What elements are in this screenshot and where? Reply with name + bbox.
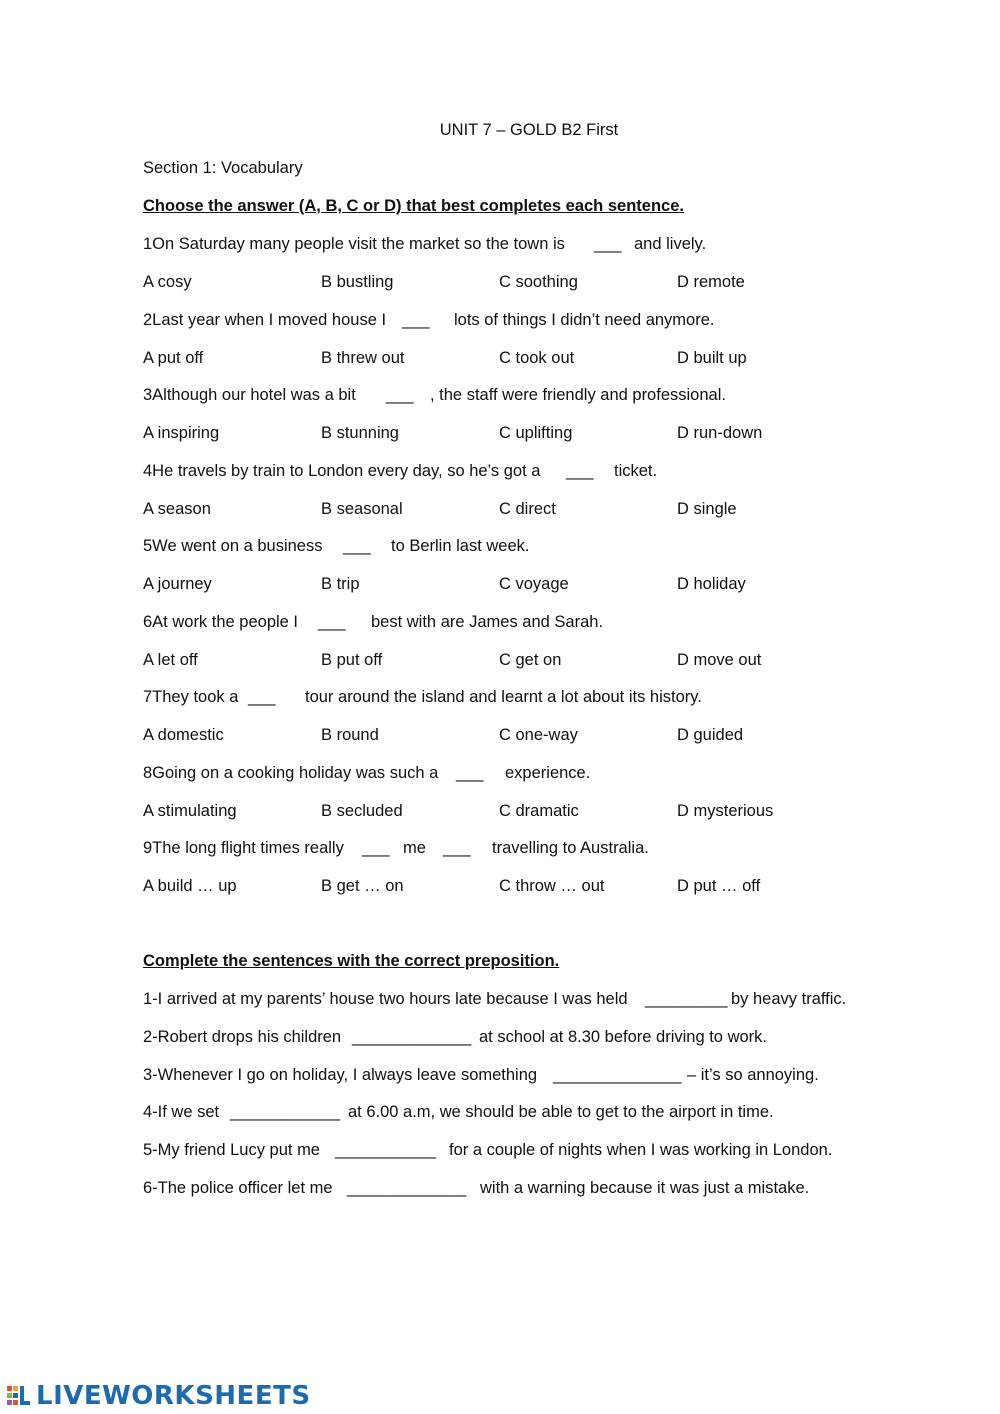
question-text: 1On Saturday many people visit the market so the town is xyxy=(143,235,565,253)
option-b: B get … on xyxy=(321,877,404,895)
question-text-end: to Berlin last week. xyxy=(391,537,530,555)
option-b: B round xyxy=(321,726,379,744)
question-text: 2Last year when I moved house I xyxy=(143,311,387,329)
brand-name: LIVEWORKSHEETS xyxy=(36,1381,311,1411)
answer-blank[interactable]: _____________ xyxy=(352,1028,472,1046)
option-d: D put … off xyxy=(677,877,761,895)
sentence-end: with a warning because it was just a mistake. xyxy=(480,1179,810,1197)
question-text: 6At work the people I xyxy=(143,613,299,631)
option-b: B stunning xyxy=(321,424,399,442)
option-c: C get on xyxy=(499,651,562,669)
sentence-start: 1-I arrived at my parents’ house two hours late because I was held xyxy=(143,990,628,1008)
question-text-end: lots of things I didn’t need anymore. xyxy=(454,311,715,329)
option-a: A journey xyxy=(143,575,212,593)
option-d: D mysterious xyxy=(677,802,774,820)
question-text: 8Going on a cooking holiday was such a xyxy=(143,764,439,782)
sentence-start: 2-Robert drops his children xyxy=(143,1028,342,1046)
option-c: C throw … out xyxy=(499,877,605,895)
sentence-start: 6-The police officer let me xyxy=(143,1179,333,1197)
answer-blank[interactable]: _________ xyxy=(645,990,728,1008)
option-b: B bustling xyxy=(321,273,394,291)
sentence-end: at school at 8.30 before driving to work. xyxy=(479,1028,767,1046)
option-b: B put off xyxy=(321,651,383,669)
question-text-end: tour around the island and learnt a lot about its history. xyxy=(305,688,702,706)
question-text-end: experience. xyxy=(505,764,591,782)
option-d: D guided xyxy=(677,726,744,744)
option-a: A domestic xyxy=(143,726,224,744)
question-text-mid: me xyxy=(403,839,426,857)
option-a: A cosy xyxy=(143,273,192,291)
sentence-end: for a couple of nights when I was working in London. xyxy=(449,1141,833,1159)
option-b: B threw out xyxy=(321,349,405,367)
option-a: A stimulating xyxy=(143,802,237,820)
question-text-end: ticket. xyxy=(614,462,658,480)
page-title: UNIT 7 – GOLD B2 First xyxy=(439,121,619,139)
option-c: C voyage xyxy=(499,575,569,593)
option-b: B trip xyxy=(321,575,360,593)
option-d: D remote xyxy=(677,273,745,291)
option-d: D holiday xyxy=(677,575,746,593)
answer-gap[interactable]: ___ xyxy=(248,688,276,706)
sentence-end: at 6.00 a.m, we should be able to get to the airport in time. xyxy=(348,1103,774,1121)
option-d: D built up xyxy=(677,349,747,367)
instruction-prepositions: Complete the sentences with the correct preposition. xyxy=(143,952,560,970)
sentence-start: 3-Whenever I go on holiday, I always leave something xyxy=(143,1066,538,1084)
answer-blank[interactable]: ___________ xyxy=(335,1141,436,1159)
option-d: D move out xyxy=(677,651,762,669)
option-c: C dramatic xyxy=(499,802,579,820)
option-c: C direct xyxy=(499,500,556,518)
section-label: Section 1: Vocabulary xyxy=(143,159,303,177)
answer-gap[interactable]: ___ xyxy=(343,537,371,555)
option-c: C one-way xyxy=(499,726,578,744)
instruction-mcq: Choose the answer (A, B, C or D) that best completes each sentence. xyxy=(143,197,684,215)
answer-gap[interactable]: ___ xyxy=(362,839,390,857)
answer-blank[interactable]: ______________ xyxy=(553,1066,682,1084)
answer-gap[interactable]: ___ xyxy=(402,311,430,329)
option-d: D single xyxy=(677,500,737,518)
question-text-end: , the staff were friendly and professional. xyxy=(430,386,726,404)
question-text-end: travelling to Australia. xyxy=(492,839,649,857)
answer-gap[interactable]: ___ xyxy=(566,462,594,480)
sentence-end: by heavy traffic. xyxy=(731,990,847,1008)
question-text: 3Although our hotel was a bit xyxy=(143,386,356,404)
footer-brand xyxy=(6,1380,311,1412)
option-c: C soothing xyxy=(499,273,578,291)
question-text: 9The long flight times really xyxy=(143,839,344,857)
option-a: A build … up xyxy=(143,877,237,895)
answer-gap[interactable]: ___ xyxy=(443,839,471,857)
option-a: A inspiring xyxy=(143,424,220,442)
question-text: 7They took a xyxy=(143,688,239,706)
sentence-start: 4-If we set xyxy=(143,1103,220,1121)
answer-gap[interactable]: ___ xyxy=(594,235,622,253)
question-text-end: best with are James and Sarah. xyxy=(371,613,604,631)
question-text: 4He travels by train to London every day, so he’s got a xyxy=(143,462,541,480)
option-a: A let off xyxy=(143,651,198,669)
sentence-start: 5-My friend Lucy put me xyxy=(143,1141,320,1159)
answer-gap[interactable]: ___ xyxy=(456,764,484,782)
question-text-end: and lively. xyxy=(634,235,707,253)
option-b: B seasonal xyxy=(321,500,403,518)
option-a: A put off xyxy=(143,349,204,367)
liveworksheets-logo-icon xyxy=(6,1383,32,1409)
option-a: A season xyxy=(143,500,211,518)
sentence-end: – it’s so annoying. xyxy=(687,1066,819,1084)
option-b: B secluded xyxy=(321,802,403,820)
answer-blank[interactable]: _____________ xyxy=(347,1179,467,1197)
option-c: C uplifting xyxy=(499,424,573,442)
question-text: 5We went on a business xyxy=(143,537,323,555)
answer-blank[interactable]: ____________ xyxy=(230,1103,341,1121)
answer-gap[interactable]: ___ xyxy=(318,613,346,631)
option-d: D run-down xyxy=(677,424,763,442)
option-c: C took out xyxy=(499,349,575,367)
answer-gap[interactable]: ___ xyxy=(386,386,414,404)
